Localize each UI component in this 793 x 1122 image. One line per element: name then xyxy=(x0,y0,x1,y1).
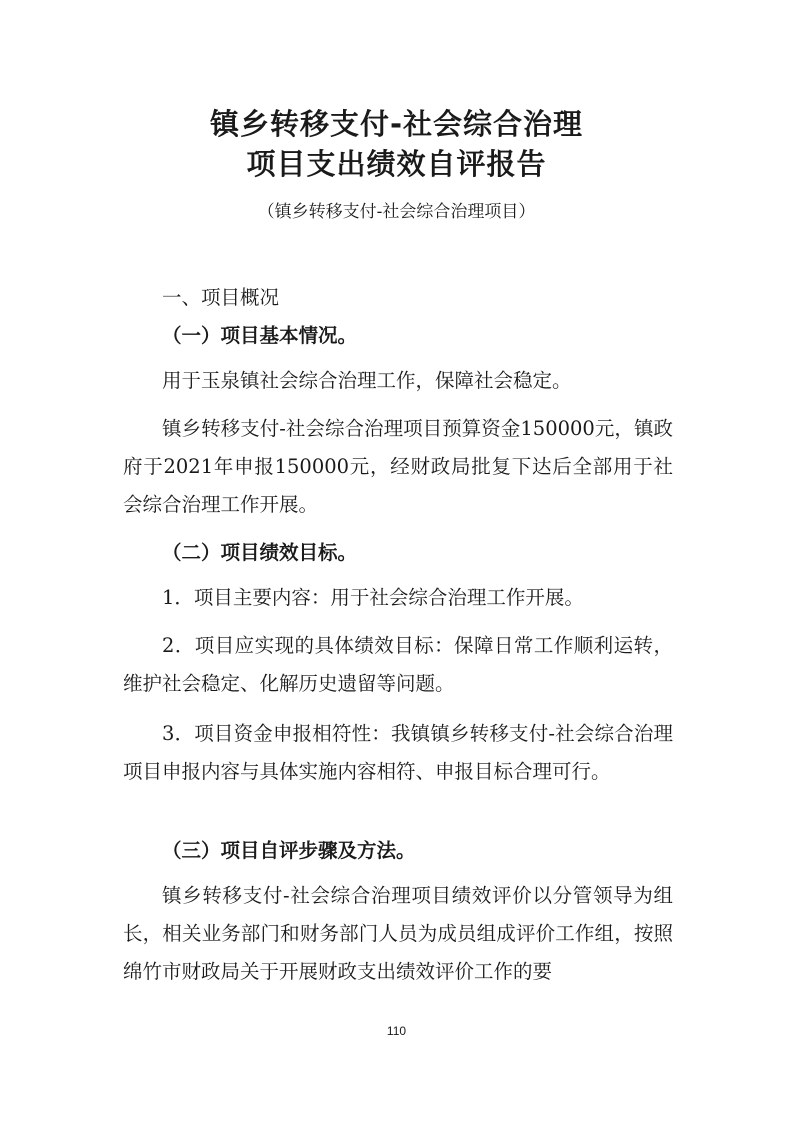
section-heading-project-overview: 一、项目概况 xyxy=(162,286,280,309)
subsection-heading-evaluation-method: （三）项目自评步骤及方法。 xyxy=(162,839,416,862)
report-title-line-1: 镇乡转移支付-社会综合治理 xyxy=(209,107,584,141)
paragraph-basic-info-budget: 镇乡转移支付-社会综合治理项目预算资金150000元，镇政府于2021年申报150000元，经财政局批复下达后全部用于社会综合治理工作开展。 xyxy=(123,417,673,516)
subsection-heading-basic-info: （一）项目基本情况。 xyxy=(162,324,358,347)
list-item-main-content: 1．项目主要内容：用于社会综合治理工作开展。 xyxy=(162,586,584,609)
paragraph-evaluation-method: 镇乡转移支付-社会综合治理项目绩效评价以分管领导为组长，相关业务部门和财务部门人员为成员组成评价工作组，按照绵竹市财政局关于开展财政支出绩效评价工作的要 xyxy=(123,884,673,983)
list-item-performance-target: 2．项目应实现的具体绩效目标：保障日常工作顺利运转，维护社会稳定、化解历史遗留等问题。 xyxy=(123,634,673,695)
list-item-fund-consistency: 3．项目资金申报相符性：我镇镇乡转移支付-社会综合治理项目申报内容与具体实施内容相符、申报目标合理可行。 xyxy=(123,722,673,783)
report-subtitle: （镇乡转移支付-社会综合治理项目） xyxy=(257,202,536,222)
report-title-line-2: 项目支出绩效自评报告 xyxy=(246,147,547,181)
subsection-heading-performance-goals: （二）项目绩效目标。 xyxy=(162,541,358,564)
paragraph-basic-info-purpose: 用于玉泉镇社会综合治理工作，保障社会稳定。 xyxy=(162,369,572,392)
page-number: 110 xyxy=(386,1024,407,1038)
